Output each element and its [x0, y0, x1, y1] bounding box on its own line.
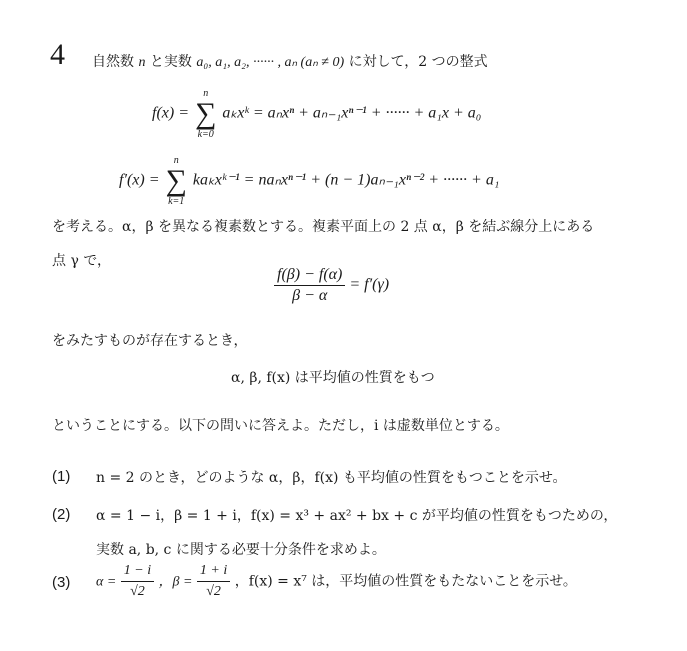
question-2-label: (2) — [52, 506, 71, 523]
paragraph-2: をみたすものが存在するとき， — [52, 333, 248, 349]
alpha-denominator: √2 — [130, 584, 145, 599]
sigma-icon: ∑ — [195, 97, 217, 130]
equation-fprime-lhs: f′(x) = — [119, 171, 160, 189]
question-2-text: α = 1 − i，β = 1 + i，f(x) = x³ + ax² + bx + c が平均値の性質をもつための， — [96, 508, 618, 524]
question-3-rest: ，f(x) = x⁷ は，平均値の性質をもたないことを示せ。 — [234, 573, 577, 590]
summation-fprime-lower: k=1 — [168, 196, 185, 207]
question-3-beta-lhs: ，β = — [158, 574, 193, 590]
paragraph-3: ということにする。以下の問いに答えよ。ただし，i は虚数単位とする。 — [52, 418, 509, 434]
summation-fprime-upper: n — [173, 155, 179, 166]
mean-value-equation — [274, 266, 389, 305]
equation-f-rhs: = aₙxⁿ + aₙ₋₁xⁿ⁻¹ + ······ + a₁x + a₀ — [252, 104, 482, 122]
intro-coefficients: a₀, a₁, a₂, ······ , aₙ (aₙ ≠ 0) — [196, 55, 345, 70]
intro-text-3: に対して，2 つの整式 — [348, 54, 488, 70]
question-3-text — [96, 562, 577, 601]
equation-f-lhs: f(x) = — [152, 104, 189, 122]
question-3-alpha-lhs: α = — [96, 574, 117, 590]
equation-fprime — [119, 155, 499, 207]
question-3-beta-fraction — [197, 562, 230, 601]
question-2-text-line-2: 実数 a, b, c に関する必要十分条件を求めよ。 — [96, 542, 386, 558]
summation-f-upper: n — [203, 88, 209, 99]
summation-fprime — [166, 155, 187, 207]
mean-value-rhs: = f′(γ) — [349, 276, 390, 294]
fraction-numerator: f(β) − f(α) — [274, 266, 345, 286]
paragraph-1-line-1: を考える。α，β を異なる複素数とする。複素平面上の 2 点 α，β を結ぶ線分上にある — [52, 219, 595, 235]
equation-fprime-rhs: = naₙxⁿ⁻¹ + (n − 1)aₙ₋₁xⁿ⁻² + ······ + a₁ — [243, 171, 500, 189]
intro-line — [92, 53, 488, 72]
mean-value-fraction — [274, 266, 345, 305]
equation-f — [152, 88, 481, 140]
question-3-alpha-fraction — [121, 562, 154, 601]
intro-var-n: n — [138, 55, 146, 70]
beta-denominator: √2 — [206, 584, 221, 599]
paragraph-1-line-2: 点 γ で， — [52, 253, 111, 269]
question-1-label: (1) — [52, 468, 71, 485]
question-1-text: n = 2 のとき，どのような α，β，f(x) も平均値の性質をもつことを示せ。 — [96, 470, 567, 486]
sigma-icon: ∑ — [165, 164, 187, 197]
intro-text-1: 自然数 — [92, 54, 134, 70]
centered-statement: α, β, f(x) は平均値の性質をもつ — [231, 370, 435, 386]
problem-number: 4 — [50, 38, 65, 71]
summation-f-lower: k=0 — [197, 129, 214, 140]
intro-text-2: と実数 — [149, 54, 192, 70]
fraction-denominator: β − α — [292, 287, 328, 304]
alpha-numerator: 1 − i — [121, 562, 154, 582]
question-3-label: (3) — [52, 574, 71, 591]
summation-f — [195, 88, 216, 140]
beta-numerator: 1 + i — [197, 562, 230, 582]
equation-f-term: aₖxᵏ — [222, 104, 249, 122]
equation-fprime-term: kaₖxᵏ⁻¹ — [192, 171, 240, 189]
